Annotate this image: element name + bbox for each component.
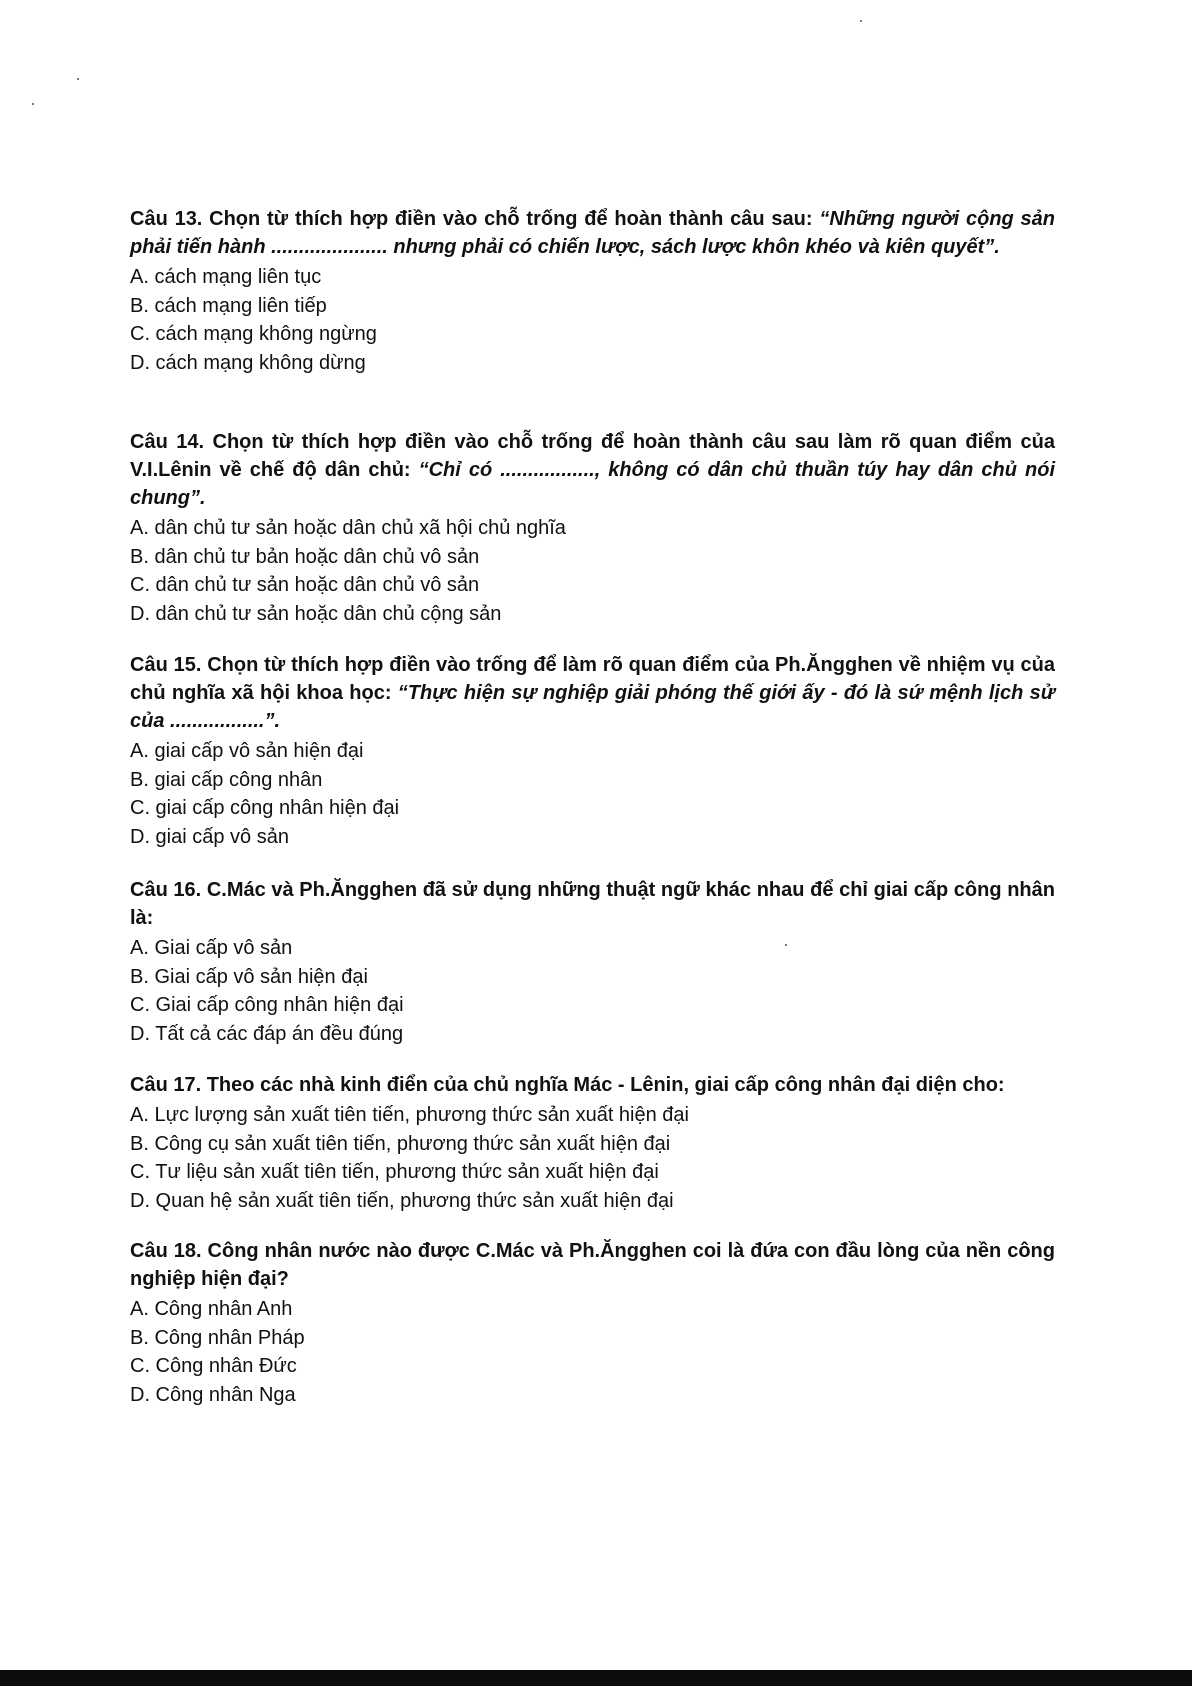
- question-14-option-b[interactable]: B. dân chủ tư bản hoặc dân chủ vô sản: [130, 545, 480, 568]
- question-13-option-a[interactable]: A. cách mạng liên tục: [130, 266, 322, 288]
- question-13-option-d[interactable]: D. cách mạng không dừng: [130, 351, 366, 374]
- question-15-option-a[interactable]: A. giai cấp vô sản hiện đại: [130, 740, 364, 762]
- question-15-option-b[interactable]: B. giai cấp công nhân: [130, 768, 323, 791]
- question-17-option-a[interactable]: A. Lực lượng sản xuất tiên tiến, phương thức sản xuất hiện đại: [130, 1104, 689, 1126]
- question-16-text: [130, 876, 1055, 932]
- scan-speck: [860, 20, 862, 22]
- question-16-option-a[interactable]: A. Giai cấp vô sản: [130, 937, 293, 959]
- question-16-option-b[interactable]: B. Giai cấp vô sản hiện đại: [130, 965, 368, 988]
- question-15-text: [130, 651, 1055, 735]
- question-17-prompt: Câu 17. Theo các nhà kinh điển của chủ nghĩa Mác - Lênin, giai cấp công nhân đại diện cho:: [130, 1074, 1005, 1096]
- scan-speck: [77, 78, 79, 80]
- question-14-prompt: Câu 14. Chọn từ thích hợp điền vào chỗ trống để hoàn thành câu sau làm rõ quan điểm của V.I.Lênin về chế độ dân chủ:: [130, 431, 1055, 481]
- question-13: [130, 205, 1055, 377]
- question-15-option-d[interactable]: D. giai cấp vô sản: [130, 825, 289, 848]
- question-17-text: [130, 1071, 1055, 1099]
- question-16-option-c[interactable]: C. Giai cấp công nhân hiện đại: [130, 994, 404, 1016]
- question-13-option-b[interactable]: B. cách mạng liên tiếp: [130, 294, 327, 317]
- question-13-quote: “Những người cộng sản phải tiến hành ..................... nhưng phải có chiến lược, sách lược khôn khéo và kiên quyết”.: [130, 208, 1055, 258]
- question-18-option-a[interactable]: A. Công nhân Anh: [130, 1298, 293, 1320]
- question-14-quote: “Chỉ có ................., không có dân chủ thuần túy hay dân chủ nói chung”.: [130, 459, 1055, 509]
- question-18-text: [130, 1237, 1055, 1293]
- question-18-option-b[interactable]: B. Công nhân Pháp: [130, 1326, 305, 1349]
- question-16-option-d[interactable]: D. Tất cả các đáp án đều đúng: [130, 1022, 404, 1045]
- question-17: [130, 1071, 1055, 1215]
- question-15-quote: “Thực hiện sự nghiệp giải phóng thế giới ấy - đó là sứ mệnh lịch sử của .................”.: [130, 682, 1056, 732]
- question-15-prompt: Câu 15. Chọn từ thích hợp điền vào trống để làm rõ quan điểm của Ph.Ăngghen về nhiệm vụ của chủ nghĩa xã hội khoa học:: [130, 654, 1055, 704]
- question-13-option-c[interactable]: C. cách mạng không ngừng: [130, 323, 377, 345]
- question-14-option-a[interactable]: A. dân chủ tư sản hoặc dân chủ xã hội chủ nghĩa: [130, 517, 566, 539]
- question-18: [130, 1237, 1055, 1409]
- question-13-text: [130, 205, 1055, 261]
- scan-speck: [32, 103, 34, 105]
- question-17-option-b[interactable]: B. Công cụ sản xuất tiên tiến, phương thức sản xuất hiện đại: [130, 1132, 671, 1155]
- question-18-prompt: Câu 18. Công nhân nước nào được C.Mác và Ph.Ăngghen coi là đứa con đầu lòng của nền công nghiệp hiện đại?: [130, 1240, 1055, 1290]
- question-13-prompt: Câu 13. Chọn từ thích hợp điền vào chỗ trống để hoàn thành câu sau:: [130, 208, 820, 230]
- question-17-option-c[interactable]: C. Tư liệu sản xuất tiên tiến, phương thức sản xuất hiện đại: [130, 1161, 659, 1183]
- question-18-option-d[interactable]: D. Công nhân Nga: [130, 1383, 296, 1406]
- question-14: [130, 428, 1055, 628]
- question-16: [130, 876, 1055, 1048]
- question-18-option-c[interactable]: C. Công nhân Đức: [130, 1355, 297, 1377]
- question-15: [130, 651, 1055, 851]
- question-14-option-c[interactable]: C. dân chủ tư sản hoặc dân chủ vô sản: [130, 574, 480, 596]
- question-14-option-d[interactable]: D. dân chủ tư sản hoặc dân chủ cộng sản: [130, 602, 502, 625]
- question-17-option-d[interactable]: D. Quan hệ sản xuất tiên tiến, phương thức sản xuất hiện đại: [130, 1189, 674, 1212]
- question-15-option-c[interactable]: C. giai cấp công nhân hiện đại: [130, 797, 400, 819]
- question-16-prompt: Câu 16. C.Mác và Ph.Ăngghen đã sử dụng những thuật ngữ khác nhau để chỉ giai cấp công nhân là:: [130, 879, 1055, 929]
- scan-bottom-edge: [0, 1670, 1192, 1686]
- question-14-text: [130, 428, 1055, 512]
